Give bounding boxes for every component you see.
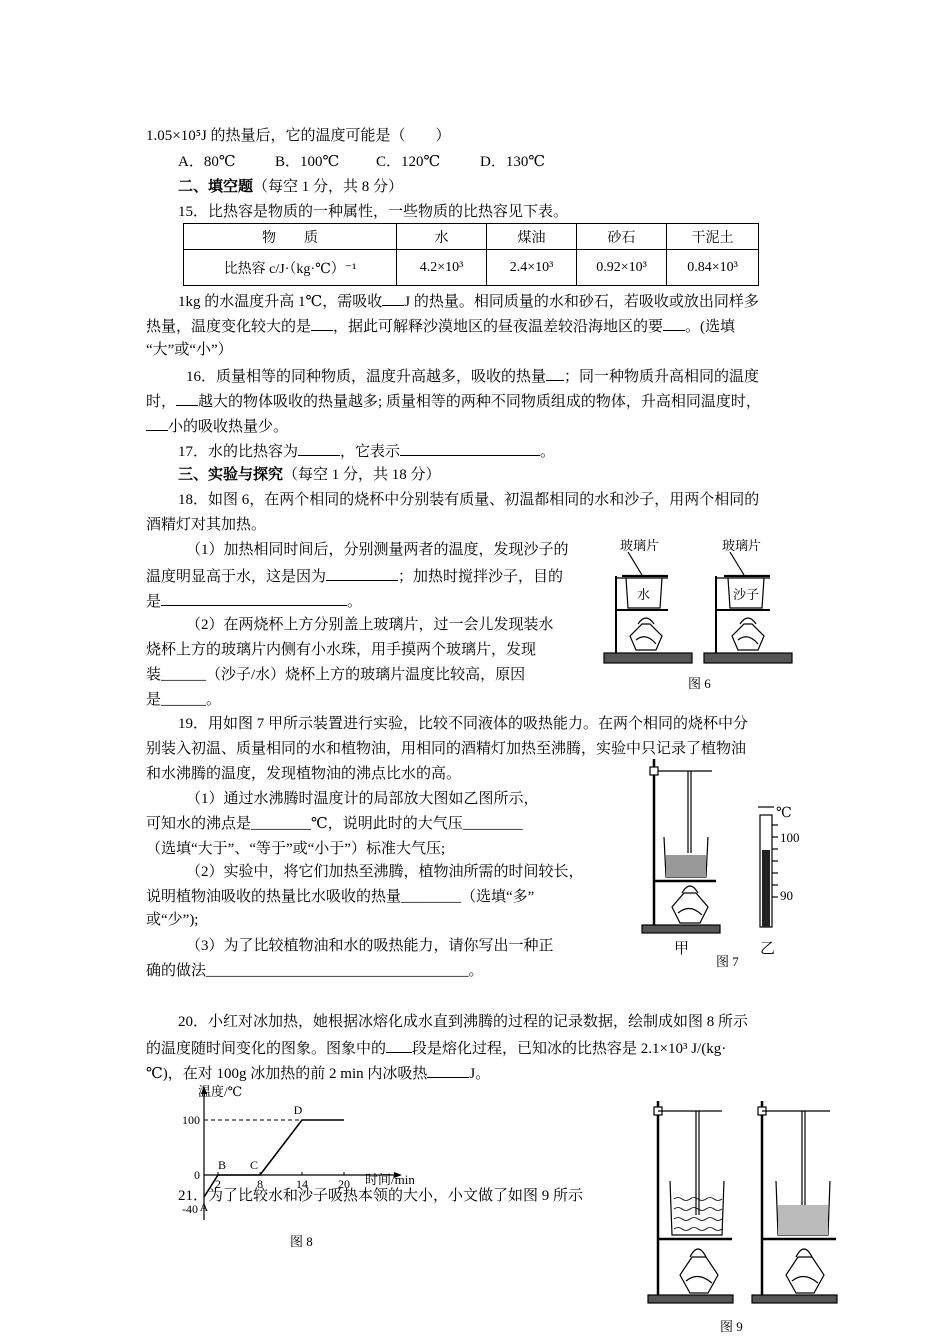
water-label: 水 bbox=[637, 587, 651, 602]
figure-6 bbox=[598, 528, 798, 696]
q15-line-1: 1kg 的水温度升高 1℃，需吸收 J 的热量。相同质量的水和砂石，若吸收或放出同样多 bbox=[178, 290, 759, 312]
figure-8-caption: 图 8 bbox=[290, 1234, 313, 1249]
point-label-a: A bbox=[199, 1200, 209, 1214]
figure-6-caption: 图 6 bbox=[688, 676, 711, 691]
q18-line-2: 酒精灯对其加热。 bbox=[146, 517, 267, 533]
figure-9-caption: 图 9 bbox=[720, 1319, 743, 1334]
y-tick-label: 100 bbox=[182, 1113, 200, 1127]
q16-line-3: 小的吸收热量少。 bbox=[146, 415, 288, 437]
q18-p1-c: 是 。 bbox=[146, 590, 362, 612]
alcohol-lamp bbox=[786, 1257, 824, 1293]
glass-plate-label-right: 玻璃片 bbox=[722, 538, 762, 553]
q14-option-c: C．120℃ bbox=[376, 154, 441, 170]
glass-plate-label-left: 玻璃片 bbox=[620, 538, 660, 553]
specific-heat-table bbox=[183, 223, 759, 286]
y-tick-label: -40 bbox=[182, 1202, 198, 1216]
q18-p2-c: 装______（沙子/水）烧杯上方的玻璃片温度比较高，原因 bbox=[146, 667, 526, 683]
figure-9 bbox=[640, 1095, 845, 1340]
table-header-cell: 干泥土 bbox=[667, 224, 759, 250]
q18-line-1: 18．如图 6，在两个相同的烧杯中分别装有质量、初温都相同的水和沙子，用两个相同的 bbox=[178, 492, 760, 508]
x-axis-label: 时间/min bbox=[365, 1172, 415, 1187]
stand-base bbox=[704, 653, 792, 663]
blank[interactable] bbox=[161, 590, 347, 606]
table-header-cell: 物 质 bbox=[184, 224, 397, 250]
sand-label: 沙子 bbox=[733, 587, 760, 602]
blank[interactable] bbox=[386, 1037, 412, 1053]
x-tick-label: 14 bbox=[296, 1177, 308, 1191]
q17-line: 17．水的比热容为 ，它表示 。 bbox=[178, 440, 555, 462]
table-cell: 0.84×10³ bbox=[667, 250, 759, 286]
q19-p3-b: 确的做法___________________________________。 bbox=[146, 963, 484, 979]
glass-plate-pointer bbox=[628, 552, 642, 575]
figure-8 bbox=[160, 1080, 420, 1255]
point-label-d: D bbox=[293, 1103, 303, 1117]
q16-line-1: 16．质量相等的同种物质，温度升高越多，吸收的热量 ；同一种物质升高相同的温度 bbox=[186, 365, 759, 387]
blank[interactable] bbox=[176, 390, 198, 406]
q20-line-2: 的温度随时间变化的图象。图象中的 段是熔化过程，已知冰的比热容是 2.1×10³ J/(kg· bbox=[146, 1037, 726, 1059]
x-tick-label: 2 bbox=[215, 1177, 221, 1191]
q19-line-3: 和水沸腾的温度，发现植物油的沸点比水的高。 bbox=[146, 766, 462, 782]
blank[interactable] bbox=[326, 565, 398, 581]
blank[interactable] bbox=[546, 365, 564, 381]
figure-7-caption: 图 7 bbox=[716, 954, 739, 969]
q19-p1-c: （选填“大于”、“等于”或“小于”）标准大气压; bbox=[146, 841, 446, 857]
q19-p3-a: （3）为了比较植物油和水的吸热能力，请你写出一种正 bbox=[186, 938, 554, 954]
y-tick-label: 0 bbox=[194, 1168, 200, 1182]
blank[interactable] bbox=[311, 315, 333, 331]
q19-line-2: 别装入初温、质量相同的水和植物油，用相同的酒精灯加热至沸腾，实验中只记录了植物油 bbox=[146, 741, 747, 757]
table-header-cell: 水 bbox=[397, 224, 487, 250]
tick-100-label: 100 bbox=[780, 830, 800, 845]
q15-line-2: 热量，温度变化较大的是 ，据此可解释沙漠地区的昼夜温差较沿海地区的要 。(选填 bbox=[146, 315, 735, 337]
q20-line-3: ℃)，在对 100g 冰加热的前 2 min 内冰吸热 J。 bbox=[146, 1062, 490, 1084]
q19-p2-b: 说明植物油吸收的热量比水吸收的热量________（选填“多” bbox=[146, 889, 535, 905]
q21-line-1: 21．为了比较水和沙子吸热本领的大小，小文做了如图 9 所示 bbox=[178, 1188, 584, 1204]
q19-p2-a: （2）实验中，将它们加热至沸腾，植物油所需的时间较长， bbox=[186, 864, 584, 880]
table-cell: 2.4×10³ bbox=[487, 250, 577, 286]
q14-option-b: B．100℃ bbox=[275, 154, 340, 170]
section-2-heading: 二、填空题（每空 1 分，共 8 分） bbox=[178, 179, 404, 195]
point-label-b: B bbox=[217, 1158, 227, 1172]
blank[interactable] bbox=[146, 415, 168, 431]
q14-option-d: D．130℃ bbox=[480, 154, 546, 170]
table-header-cell: 砂石 bbox=[577, 224, 667, 250]
point-label-c: C bbox=[249, 1158, 259, 1172]
q14-option-a: A．80℃ bbox=[178, 154, 236, 170]
table-row-label: 比热容 c/J·（kg·℃）⁻¹ bbox=[184, 250, 397, 286]
blank[interactable] bbox=[298, 440, 340, 456]
stand-base bbox=[642, 925, 720, 933]
x-tick-label: 20 bbox=[338, 1177, 350, 1191]
table-cell: 0.92×10³ bbox=[577, 250, 667, 286]
q16-line-2: 时， 越大的物体吸收的热量越多; 质量相等的两种不同物质组成的物体，升高相同温度时， bbox=[146, 390, 761, 412]
stand-base bbox=[648, 1295, 733, 1303]
table-cell: 4.2×10³ bbox=[397, 250, 487, 286]
label-jia: 甲 bbox=[674, 941, 690, 957]
q15-line-3: “大”或“小”） bbox=[146, 342, 233, 358]
glass-plate-pointer bbox=[730, 552, 744, 575]
blank[interactable] bbox=[663, 315, 685, 331]
blank[interactable] bbox=[400, 440, 540, 456]
label-yi: 乙 bbox=[760, 941, 776, 957]
blank[interactable] bbox=[427, 1062, 469, 1078]
q19-p1-a: （1）通过水沸腾时温度计的局部放大图如乙图所示， bbox=[186, 791, 539, 807]
figure-7 bbox=[640, 755, 810, 970]
q14-line: 1.05×10⁵J 的热量后，它的温度可能是（ ） bbox=[146, 128, 451, 144]
x-tick-label: 8 bbox=[257, 1177, 263, 1191]
stand-base bbox=[752, 1295, 837, 1303]
q15-intro: 15．比热容是物质的一种属性，一些物质的比热容见下表。 bbox=[178, 204, 569, 220]
q18-p1-a: （1）加热相同时间后，分别测量两者的温度，发现沙子的 bbox=[186, 542, 569, 558]
mercury-column bbox=[762, 850, 770, 927]
tick-90-label: 90 bbox=[780, 888, 793, 903]
section-3-heading: 三、实验与探究（每空 1 分，共 18 分） bbox=[178, 467, 441, 483]
alcohol-lamp bbox=[680, 1257, 718, 1293]
blank[interactable] bbox=[382, 290, 404, 306]
q19-p2-c: 或“少”); bbox=[146, 912, 199, 928]
q19-line-1: 19．用如图 7 甲所示装置进行实验，比较不同液体的吸热能力。在两个相同的烧杯中分 bbox=[178, 716, 749, 732]
q20-line-1: 20．小红对冰加热，她根据冰熔化成水直到沸腾的过程的记录数据，绘制成如图 8 所示 bbox=[178, 1014, 749, 1030]
q18-p2-b: 烧杯上方的玻璃片内侧有小水珠，用手摸两个玻璃片，发现 bbox=[146, 642, 537, 658]
q18-p2-a: （2）在两烧杯上方分别盖上玻璃片，过一会儿发现装水 bbox=[186, 617, 554, 633]
celsius-unit: ℃ bbox=[776, 806, 792, 821]
q19-p1-b: 可知水的沸点是________℃，说明此时的大气压________ bbox=[146, 816, 523, 832]
table-header-cell: 煤油 bbox=[487, 224, 577, 250]
q18-p1-b: 温度明显高于水，这是因为 ；加热时搅拌沙子，目的 bbox=[146, 565, 563, 587]
stand-base bbox=[604, 653, 692, 663]
y-axis-label: 温度/℃ bbox=[198, 1084, 243, 1099]
q18-p2-d: 是______。 bbox=[146, 692, 222, 708]
